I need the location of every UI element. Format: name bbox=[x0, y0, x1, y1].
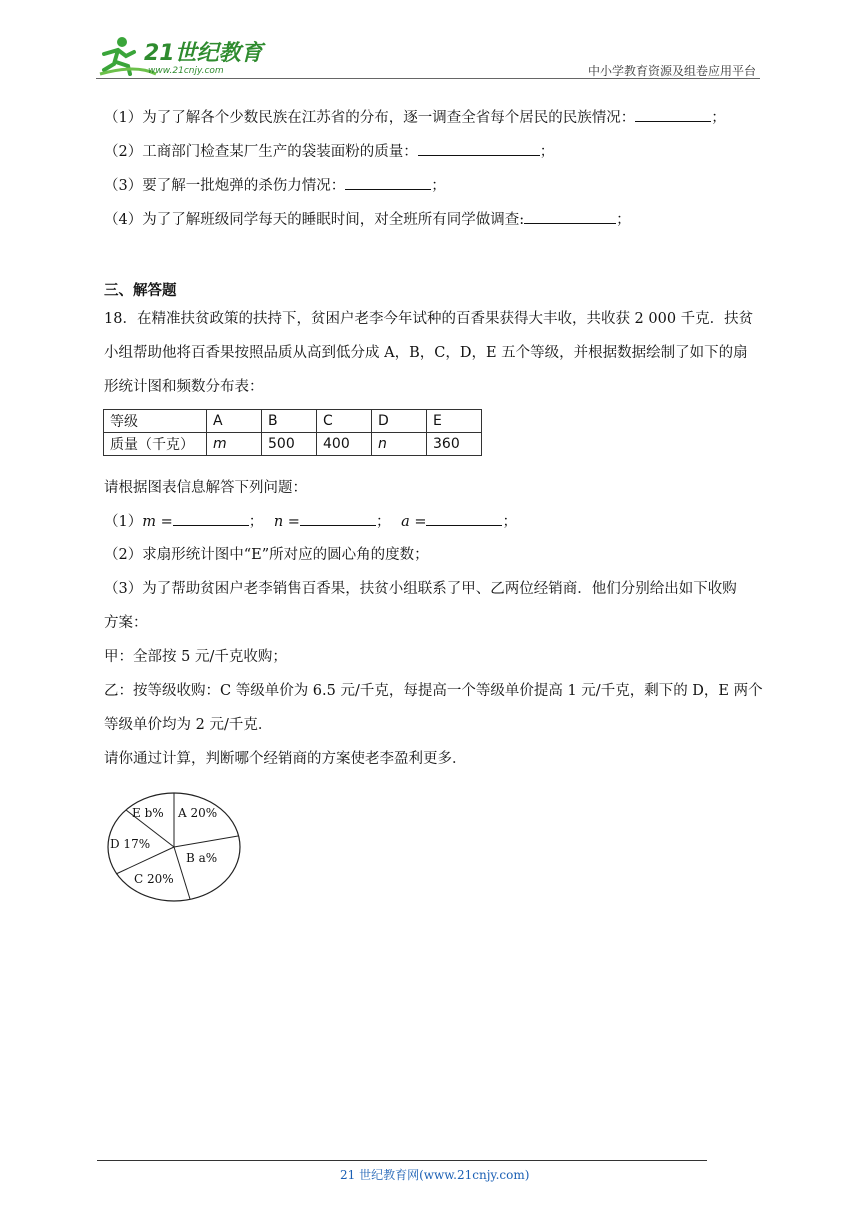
part-number: （1） bbox=[104, 514, 143, 530]
q18-final: 请你通过计算，判断哪个经销商的方案使老李盈利更多． bbox=[104, 751, 467, 767]
separator: ； bbox=[502, 514, 517, 530]
fill-item-suffix: ； bbox=[539, 144, 555, 160]
answer-blank[interactable] bbox=[524, 209, 616, 224]
frequency-table bbox=[103, 409, 482, 456]
platform-name: 中小学教育资源及组卷应用平台 bbox=[587, 64, 756, 78]
table-row bbox=[104, 433, 482, 456]
logo-url-text: www.21cnjy.com bbox=[148, 66, 224, 76]
table-cell: 500 bbox=[262, 433, 317, 456]
site-logo bbox=[96, 34, 266, 78]
plan-jia: 甲：全部按 5 元/千克收购； bbox=[104, 649, 287, 665]
footer-link[interactable]: 21 世纪教育网(www.21cnjy.com) bbox=[340, 1168, 530, 1182]
table-cell: 400 bbox=[317, 433, 372, 456]
answer-blank-a[interactable] bbox=[426, 511, 502, 526]
fill-item-4 bbox=[104, 209, 631, 230]
table-cell: 等级 bbox=[104, 410, 207, 433]
pie-label-d: D 17% bbox=[110, 837, 151, 851]
pie-label-a: A 20% bbox=[178, 806, 218, 820]
answer-blank-m[interactable] bbox=[173, 511, 249, 526]
q18-part3-line-2: 方案： bbox=[104, 615, 148, 631]
plan-yi-line-1: 乙：按等级收购：C 等级单价为 6.5 元/千克，每提高一个等级单价提高 1 元/千克，剩下的 D，E 两个 bbox=[104, 683, 763, 699]
pie-chart-svg bbox=[104, 790, 244, 904]
var-n-label: n = bbox=[273, 514, 300, 530]
answer-blank-n[interactable] bbox=[300, 511, 376, 526]
table-cell: B bbox=[262, 410, 317, 433]
q18-intro-line-3: 形统计图和频数分布表： bbox=[104, 379, 264, 395]
fill-item-text: （2）工商部门检查某厂生产的袋装面粉的质量： bbox=[104, 144, 418, 160]
fill-item-text: （4）为了了解班级同学每天的睡眠时间，对全班所有同学做调查: bbox=[104, 212, 525, 228]
table-cell: m bbox=[207, 433, 262, 456]
section-title: 三、解答题 bbox=[104, 282, 177, 299]
plan-yi-line-2: 等级单价均为 2 元/千克． bbox=[104, 717, 273, 733]
fill-item-suffix: ； bbox=[431, 178, 446, 194]
q18-part2: （2）求扇形统计图中“E”所对应的圆心角的度数； bbox=[104, 547, 429, 563]
table-cell: 质量（千克） bbox=[104, 433, 207, 456]
table-cell: D bbox=[372, 410, 427, 433]
separator: ； bbox=[248, 514, 264, 530]
runner-logo-icon bbox=[96, 34, 266, 78]
header-divider bbox=[96, 78, 760, 79]
fill-item-text: （3）要了解一批炮弹的杀伤力情况： bbox=[104, 178, 346, 194]
q18-part1 bbox=[104, 511, 517, 532]
fill-item-3 bbox=[104, 175, 446, 196]
q18-part3-line-1: （3）为了帮助贫困户老李销售百香果，扶贫小组联系了甲、乙两位经销商．他们分别给出如下收购 bbox=[104, 581, 737, 597]
answer-blank[interactable] bbox=[345, 175, 431, 190]
table-cell: C bbox=[317, 410, 372, 433]
table-cell: n bbox=[372, 433, 427, 456]
fill-item-suffix: ； bbox=[711, 110, 726, 126]
table-cell: A bbox=[207, 410, 262, 433]
table-cell: E bbox=[427, 410, 482, 433]
answer-blank[interactable] bbox=[635, 107, 711, 122]
q18-intro-line-2: 小组帮助他将百香果按照品质从高到低分成 A，B，C，D，E 五个等级，并根据数据绘制了如下的扇 bbox=[104, 345, 748, 361]
table-row bbox=[104, 410, 482, 433]
fill-item-1 bbox=[104, 107, 726, 128]
pie-label-e: E b% bbox=[132, 806, 164, 820]
fill-item-suffix: ； bbox=[616, 212, 631, 228]
pie-chart bbox=[104, 790, 244, 904]
q18-prompt: 请根据图表信息解答下列问题： bbox=[104, 480, 307, 496]
var-m-label: m = bbox=[142, 514, 173, 530]
fill-item-2 bbox=[104, 141, 554, 162]
answer-blank[interactable] bbox=[418, 141, 540, 156]
table-cell: 360 bbox=[427, 433, 482, 456]
fill-item-text: （1）为了了解各个少数民族在江苏省的分布，逐一调查全省每个居民的民族情况： bbox=[104, 110, 636, 126]
separator: ； bbox=[375, 514, 391, 530]
q18-intro-line-1: 18．在精准扶贫政策的扶持下，贫困户老李今年试种的百香果获得大丰收，共收获 2 000 千克．扶贫 bbox=[104, 311, 754, 327]
pie-label-b: B a% bbox=[186, 851, 218, 865]
footer-divider bbox=[97, 1160, 707, 1161]
var-a-label: a = bbox=[401, 514, 427, 530]
logo-text: 21世纪教育 bbox=[144, 41, 263, 66]
pie-label-c: C 20% bbox=[134, 872, 174, 886]
